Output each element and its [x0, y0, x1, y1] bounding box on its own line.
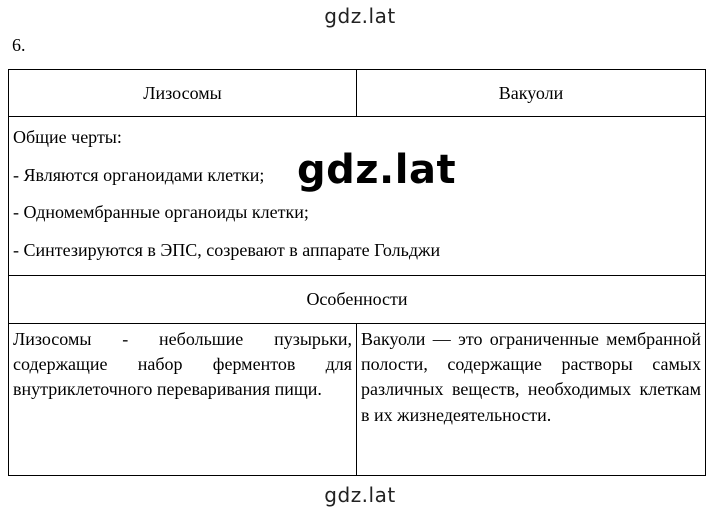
header-vacuoles: Вакуоли — [357, 70, 706, 117]
header-row — [9, 70, 706, 117]
comparison-table — [8, 69, 706, 476]
general-features-cell — [9, 117, 706, 276]
general-point: - Синтезируются в ЭПС, созревают в аппарате Гольджи — [13, 239, 441, 260]
header-lysosomes: Лизосомы — [9, 70, 357, 117]
general-features-title: Общие черты: — [13, 127, 122, 147]
general-point: - Являются органоидами клетки; — [13, 164, 265, 185]
watermark-top: gdz.lat — [324, 4, 396, 28]
vacuoles-description: Вакуоли — это ограниченные мембранной полости, содержащие растворы самых различных веществ, необходимых клеткам в их жизнедеятельности. — [357, 324, 706, 476]
task-number: 6. — [12, 35, 26, 55]
watermark-center: gdz.lat — [297, 147, 457, 193]
lysosomes-description: Лизосомы - небольшие пузырьки, содержащие набор ферментов для внутриклеточного переваривания пищи. — [9, 324, 357, 476]
features-title: Особенности — [9, 276, 706, 324]
features-row — [9, 276, 706, 324]
descriptions-row — [9, 324, 706, 476]
watermark-bottom: gdz.lat — [324, 483, 396, 507]
general-point: - Одномембранные органоиды клетки; — [13, 202, 309, 223]
general-row — [9, 117, 706, 276]
